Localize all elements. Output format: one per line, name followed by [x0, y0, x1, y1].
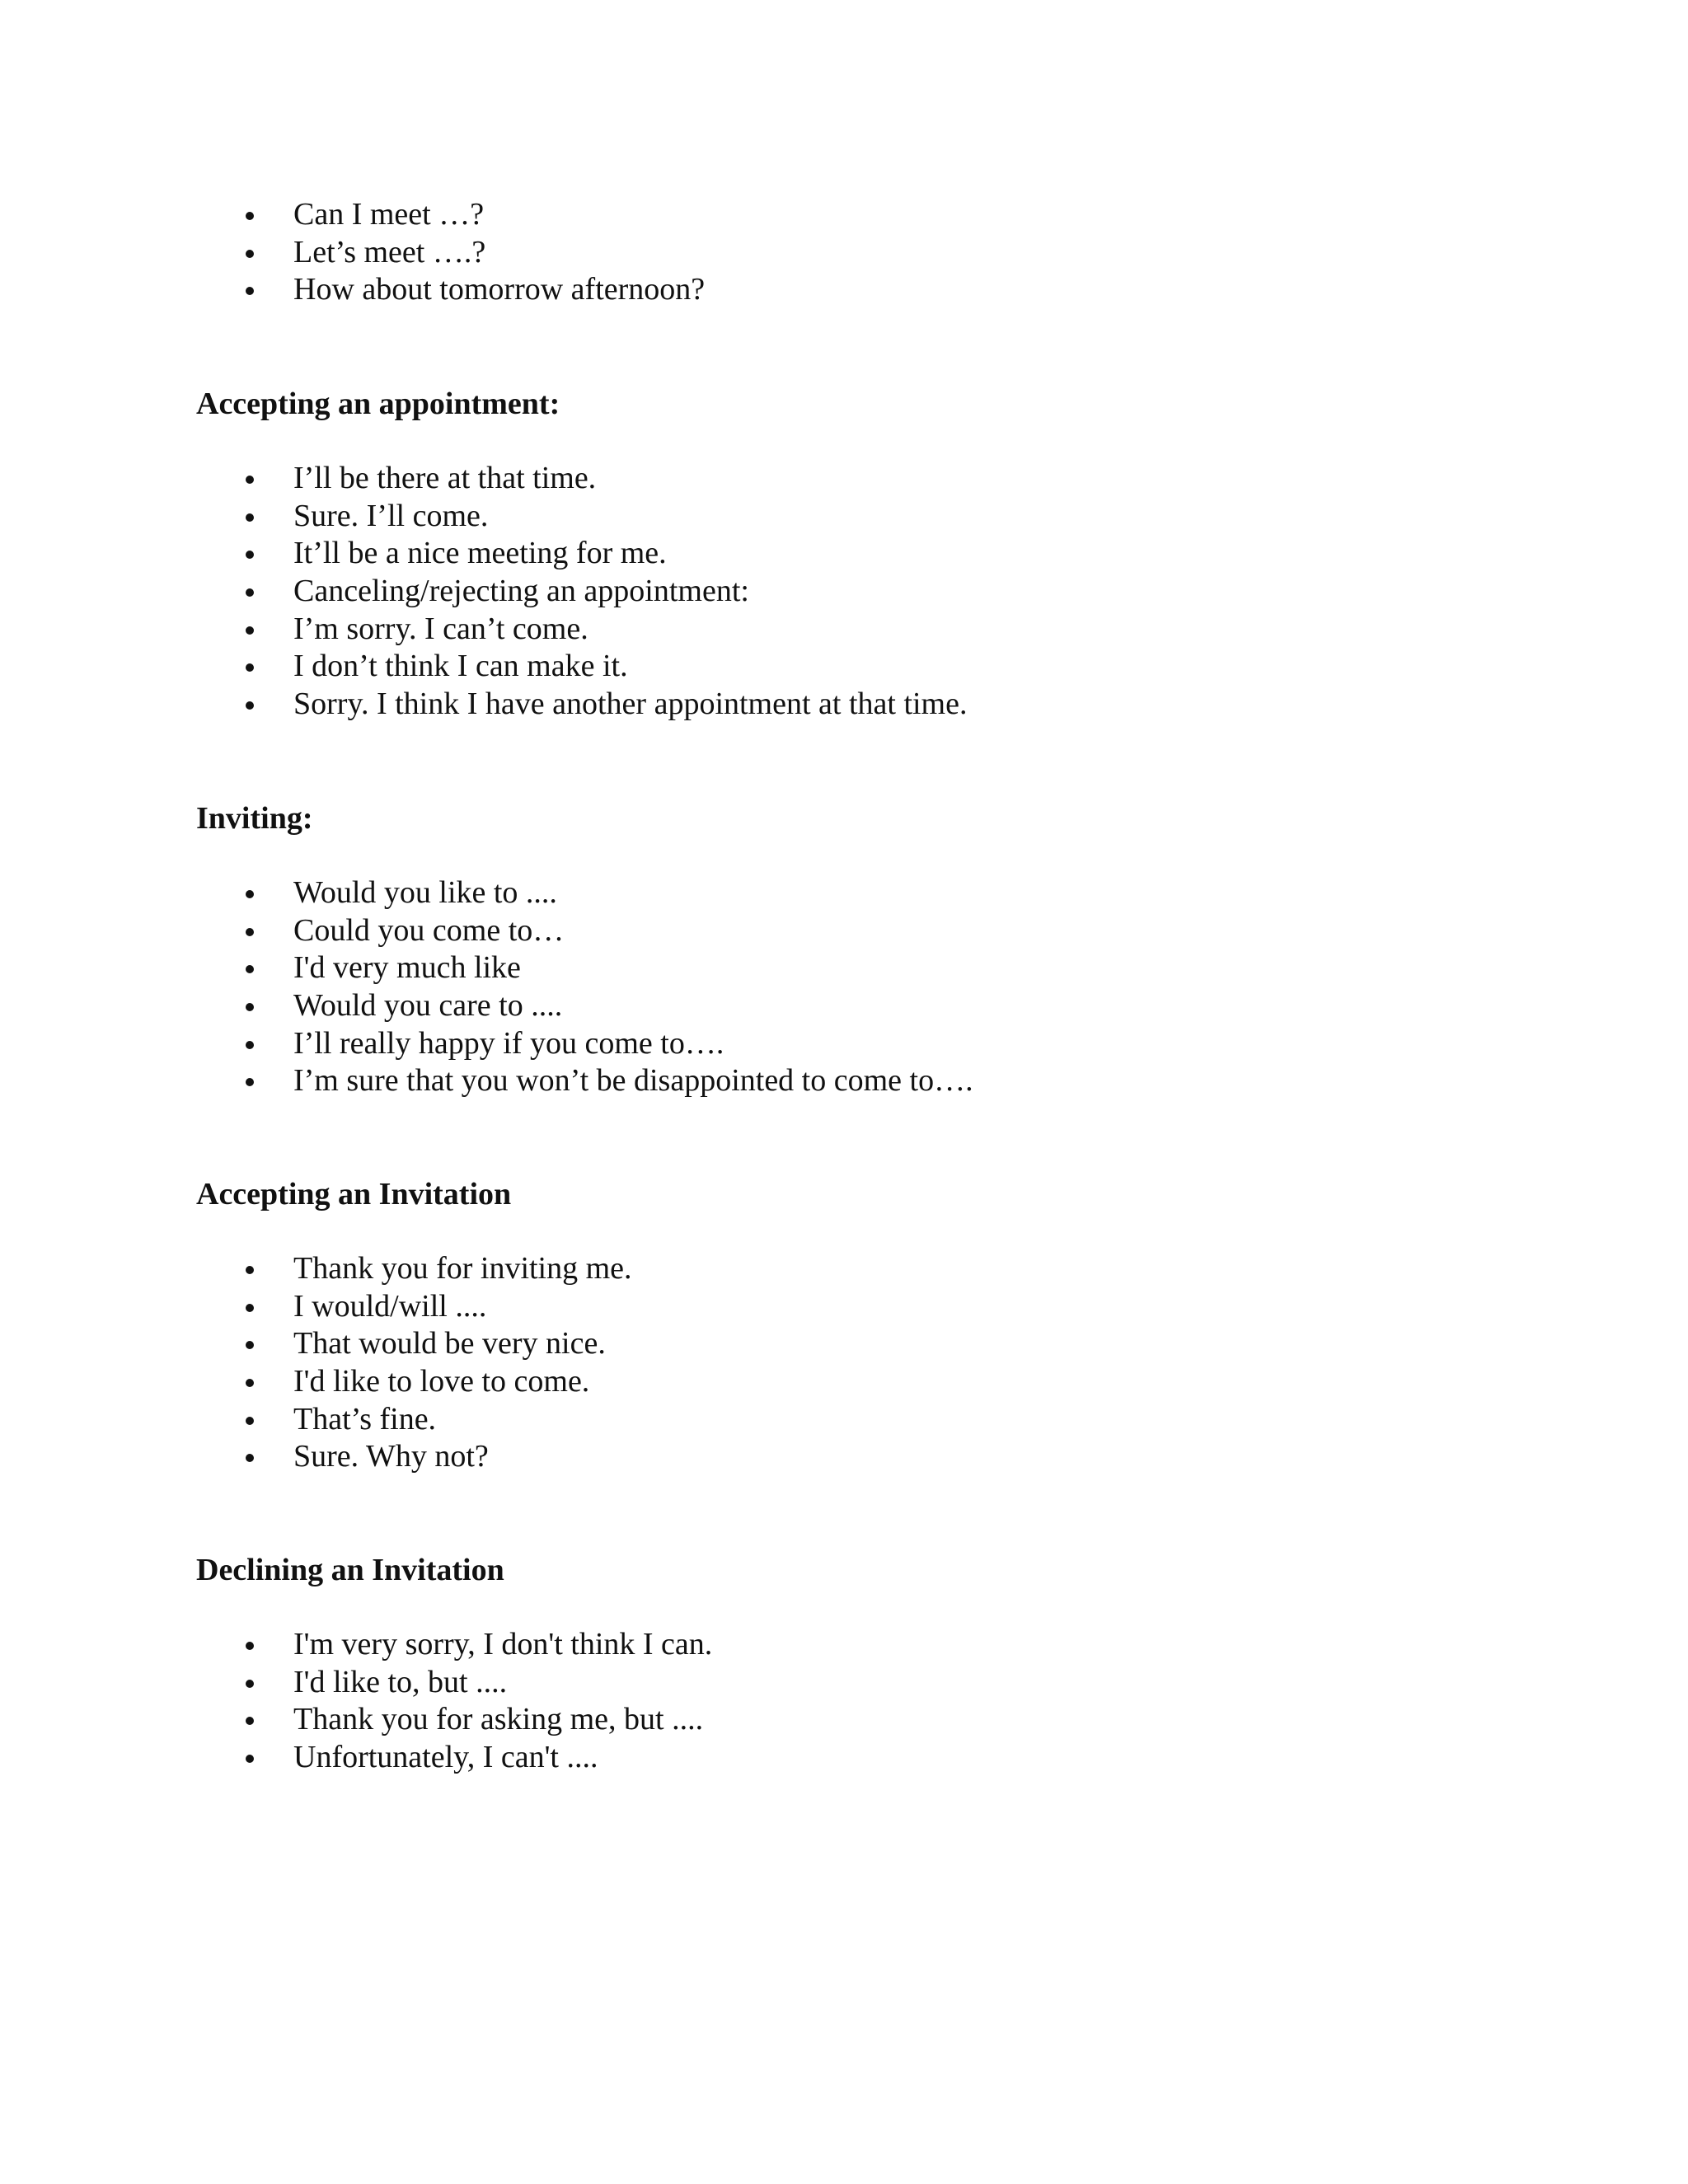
section-heading: Inviting: [196, 801, 313, 836]
bullet-icon [246, 287, 254, 295]
bullet-icon [246, 1717, 254, 1725]
bullet-icon [246, 1417, 254, 1425]
section-heading: Accepting an Invitation [196, 1177, 512, 1212]
bullet-icon [246, 250, 254, 258]
bullet-icon [246, 551, 254, 559]
bullet-icon [246, 928, 254, 936]
bullet-icon [246, 701, 254, 710]
bullet-icon [246, 965, 254, 973]
section-heading: Accepting an appointment: [196, 387, 560, 421]
bullet-icon [246, 663, 254, 672]
bullet-icon [246, 1680, 254, 1688]
bullet-icon [246, 1041, 254, 1049]
bullet-icon [246, 1341, 254, 1349]
bullet-icon [246, 1379, 254, 1387]
bullet-icon [246, 1454, 254, 1462]
document-page: Can I meet …? Let’s meet ….? How about tomorrow afternoon? Accepting an appointment: I’ll be there at that time. Sure. I’ll come. It’ll be a nice meeting for me. Canceling/rejecting an appointment: I’m sorry. I can’t come. I don’t think I can make it. Sorry. I think I have another appointment at that time. Inviting: Would you like to .... Could you come to… I'd very much like Would you care to .... I’ll really happy if you come to…. I’m sure that you won’t be disappointed to come to…. Accepting an Invitation Thank you for inviting me. I would/will .... That would be very nice. I'd like to love to come. That’s fine. Sure. Why not? Declining an Invitation I'm very sorry, I don't think I can. I'd like to, but .... Thank you for asking me, but .... Unfortunately, I can't .... [196, 197, 973, 1775]
bullet-icon [246, 1642, 254, 1650]
section-heading: Declining an Invitation [196, 1553, 504, 1587]
bullet-icon [246, 1304, 254, 1312]
bullet-icon [246, 890, 254, 898]
bullet-icon [246, 588, 254, 597]
bullet-icon [246, 476, 254, 484]
bullet-icon [246, 1003, 254, 1011]
bullet-icon [246, 1078, 254, 1086]
bullet-icon [246, 1266, 254, 1274]
bullet-icon [246, 626, 254, 635]
bullet-icon [246, 513, 254, 522]
bullet-icon [246, 212, 254, 220]
bullet-icon [246, 1755, 254, 1763]
